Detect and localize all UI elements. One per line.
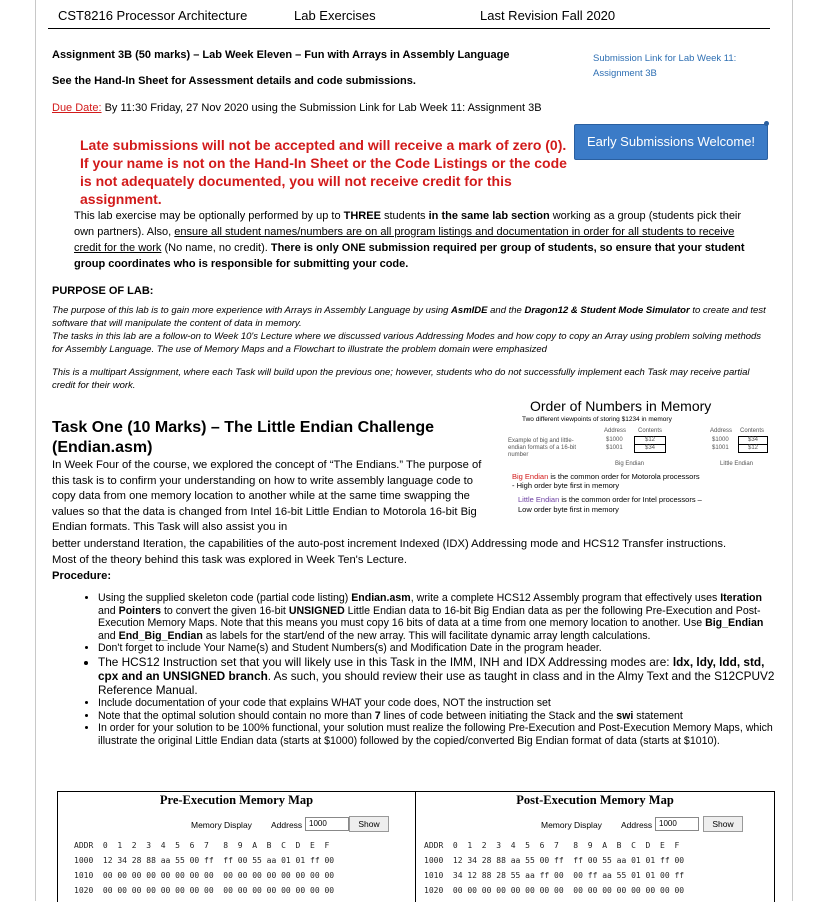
bullet-text: as labels for the start/end of the new array. This will facilitate dynamic array length calculations. <box>202 629 651 642</box>
big-cell-1: $12 <box>634 436 666 445</box>
submission-link-line2[interactable]: Assignment 3B <box>593 68 657 79</box>
due-date-label: Due Date: <box>52 102 102 114</box>
big-endian-note-text2: - High order byte first in memory <box>512 481 620 490</box>
bullet-text: The HCS12 Instruction set that you will likely use in this Task in the IMM, INH and IDX Addressing modes are: <box>98 654 673 669</box>
due-date-text: By 11:30 Friday, 27 Nov 2020 using the Submission Link for Lab Week 11: Assignment 3B <box>101 102 542 114</box>
pre-address-label: Address <box>271 820 303 830</box>
purpose-text-run: to create and test software that will manipulate the content of data in memory. <box>52 305 766 329</box>
due-date <box>52 102 542 114</box>
post-show-button[interactable]: Show <box>703 816 743 832</box>
post-address-label: Address <box>621 820 653 830</box>
bullet-bold: ldx, ldy, ldd, std, cpx <box>98 654 765 683</box>
handin-note: See the Hand-In Sheet for Assessment details and code submissions. <box>52 75 416 87</box>
purpose-heading: PURPOSE OF LAB: <box>52 285 154 297</box>
purpose-text-run: The purpose of this lab is to gain more experience with Arrays in Assembly Language by using <box>52 305 452 316</box>
bullet-text: lines of code between initiating the Stack and the <box>380 709 617 722</box>
little-endian-note <box>518 495 778 515</box>
bullet-text: Little Endian data to 16-bit Big Endian data as per the following Pre-Execution and Post-Execution Memory Maps. Note that this means you must copy 16 bits of data at a time from one memory location to another. Use <box>98 604 761 630</box>
bullet-bold: an UNSIGNED branch <box>145 668 268 683</box>
course-name: CST8216 Processor Architecture <box>58 8 248 23</box>
page-edge-right <box>792 0 793 901</box>
intro-paragraph <box>74 208 754 272</box>
intro-bold-section: in the same lab section <box>428 210 550 222</box>
little-cont-header: Contents <box>740 428 765 434</box>
list-item <box>98 592 778 642</box>
big-endian-caption: Big Endian <box>615 461 645 467</box>
intro-text: This lab exercise may be optionally performed by up to <box>74 210 344 222</box>
pre-map-title: Pre-Execution Memory Map <box>159 793 314 807</box>
list-item: • In order for your solution to be 100% functional, your solution must realize the following Pre-Execution and Post-Execution Memory Maps, which illustrate the original Little Endian data (starts at $1000) followed by the copied/converted Big Endian format of data (starts at $1010). <box>98 722 778 747</box>
little-cell-2: $12 <box>738 444 768 453</box>
little-endian-note-text2: Low order byte first in memory <box>518 505 619 514</box>
section-name: Lab Exercises <box>294 8 376 23</box>
list-item: • Include documentation of your code that explains WHAT your code does, NOT the instruction set <box>98 697 778 710</box>
pre-memory-display-label: Memory Display <box>191 820 252 830</box>
task-title-line2: (Endian.asm) <box>52 439 153 456</box>
task-body-wide: better understand Iteration, the capabilities of the auto-post increment Indexed (IDX) Addressing mode and HCS12 Transfer instructions. Most of the theory behind this task was explored in Week Ten's Lecture. <box>52 538 727 566</box>
little-endian-caption: Little Endian <box>720 461 754 467</box>
late-warning-line3: is not adequately documented, you will not receive credit for this assignment. <box>80 173 512 207</box>
task-title <box>52 418 452 458</box>
bullet-bold: Endian.asm <box>351 592 411 604</box>
bullet-text: . As such, you should review their use as taught in class and in the Almy Text and the S12CPUV2 Reference Manual. <box>98 668 775 697</box>
big-endian-note-text: is the common order for Motorola processors <box>548 472 700 481</box>
table-divider <box>415 792 416 902</box>
bullet-text: to convert the given 16-bit <box>161 604 289 617</box>
intro-bold-three: THREE <box>343 210 381 222</box>
big-endian-note <box>512 472 772 490</box>
big-cell-2: $34 <box>634 444 666 453</box>
little-cell-1: $34 <box>738 436 768 445</box>
post-address-input[interactable]: 1000 <box>655 817 699 831</box>
table-row: 1020 00 00 00 00 00 00 00 00 00 00 00 00 00 00 00 00 <box>74 886 335 895</box>
big-addr-2: $1001 <box>606 445 623 451</box>
bullet-text: and <box>98 604 119 617</box>
pre-address-input[interactable]: 1000 <box>305 817 349 831</box>
purpose-asmide: AsmIDE <box>451 305 488 316</box>
page-edge-left <box>35 0 36 901</box>
intro-text: students <box>380 210 429 222</box>
task-title-line1: Task One (10 Marks) – The Little Endian Challenge <box>52 419 435 436</box>
procedure-heading: Procedure: <box>52 570 112 582</box>
bullet-bold: 7 <box>374 709 381 722</box>
little-addr-1: $1000 <box>712 437 729 443</box>
intro-text: (No name, no credit). <box>161 242 271 254</box>
purpose-text <box>52 304 772 392</box>
purpose-simulator: Dragon12 & Student Mode Simulator <box>524 305 690 316</box>
list-item <box>98 655 778 697</box>
pre-map-header-row: ADDR 0 1 2 3 4 5 6 7 8 9 A B C D E F <box>74 841 330 850</box>
little-endian-note-text: is the common order for Intel processors – <box>559 495 702 504</box>
assignment-title: Assignment 3B (50 marks) – Lab Week Eleven – Fun with Arrays in Assembly Language <box>52 49 510 61</box>
submission-link-line1[interactable]: Submission Link for Lab Week 11: <box>593 53 737 64</box>
late-warning-line1: Late submissions will not be accepted and will receive a mark of zero (0). <box>80 137 567 153</box>
table-row: 1000 12 34 28 88 aa 55 00 ff ff 00 55 aa 01 01 ff 00 <box>424 856 685 865</box>
table-row: 1020 00 00 00 00 00 00 00 00 00 00 00 00 00 00 00 00 <box>424 886 685 895</box>
big-addr-header: Address <box>604 428 627 434</box>
late-warning <box>80 136 580 208</box>
bullet-bold: End_Big_Endian <box>118 629 203 642</box>
list-item <box>98 710 778 723</box>
big-addr-1: $1000 <box>606 437 623 443</box>
page-header <box>48 0 770 29</box>
memory-maps-table <box>57 791 775 902</box>
bullet-bold: and <box>118 668 146 683</box>
intro-bold-submission: There is only ONE submission required per group of students, so ensure that your student group coordinates who is responsible for submitting your code. <box>74 242 745 270</box>
pre-show-button[interactable]: Show <box>349 816 389 832</box>
intro-text: working as a group (students pick their own partners). Also, <box>74 210 742 238</box>
bullet-bold: swi <box>616 709 634 722</box>
table-row: 1000 12 34 28 88 aa 55 00 ff ff 00 55 aa 01 01 ff 00 <box>74 856 335 865</box>
post-map-title: Post-Execution Memory Map <box>516 793 674 807</box>
bullet-text: Using the supplied skeleton code (partial code listing) <box>98 592 352 604</box>
procedure-list <box>80 592 778 747</box>
bullet-text: and <box>98 629 119 642</box>
table-row: 1010 00 00 00 00 00 00 00 00 00 00 00 00 00 00 00 00 <box>74 871 335 880</box>
bullet-bold: Iteration <box>720 592 762 604</box>
bullet-text: , write a complete HCS12 Assembly program that effectively uses <box>410 592 721 604</box>
figure-example-note: Example of big and little-endian formats of a 16-bit number <box>508 438 577 458</box>
late-warning-line2: If your name is not on the Hand-In Sheet or the Code Listings or the code <box>80 155 567 171</box>
bullet-text: Note that the optimal solution should contain no more than <box>98 709 375 722</box>
purpose-text-run: and the <box>487 305 525 316</box>
little-endian-highlight: Little Endian <box>518 495 560 504</box>
bullet-bold: Pointers <box>118 604 162 617</box>
revision-date: Last Revision Fall 2020 <box>480 8 616 23</box>
post-memory-display-label: Memory Display <box>541 820 602 830</box>
submission-link[interactable] <box>593 51 763 81</box>
little-addr-2: $1001 <box>712 445 729 451</box>
post-map-header-row: ADDR 0 1 2 3 4 5 6 7 8 9 A B C D E F <box>424 841 680 850</box>
list-item: • Don't forget to include Your Name(s) and Student Numbers(s) and Modification Date in the program header. <box>98 642 778 655</box>
table-row: 1010 34 12 88 28 55 aa ff 00 00 ff aa 55 01 01 00 ff <box>424 871 685 880</box>
little-addr-header: Address <box>710 428 733 434</box>
figure-subtitle: Two different viewpoints of storing $1234 in memory <box>522 416 672 423</box>
purpose-line1 <box>52 304 772 330</box>
bullet-text: statement <box>633 709 683 722</box>
big-endian-highlight: Big Endian <box>512 472 549 481</box>
figure-title: Order of Numbers in Memory <box>530 398 712 414</box>
bullet-bold: Big_Endian <box>705 617 764 630</box>
purpose-line3: This is a multipart Assignment, where each Task will build upon the previous one; however, students who do not successfully implement each Task may receive partial credit for their work. <box>52 367 750 391</box>
big-cont-header: Contents <box>638 428 663 434</box>
early-submissions-banner: Early Submissions Welcome! <box>574 124 768 160</box>
task-body-narrow: In Week Four of the course, we explored the concept of “The Endians.” The purpose of this task is to confirm your understanding on how to write assembly language code to copy data from one memory location to another while at the same time swapping the values so that the data is changed from Intel 16-bit Little Endian to Motorola 16-bit Big Endian formats. This Task will also assist you in <box>52 459 482 533</box>
purpose-line2: The tasks in this lab are a follow-on to Week 10's Lecture where we discussed various Addressing Modes and how copy to copy an Array using problem solving methods for Assembly Language. The use of Memory Maps and a Flowchart to illustrate the problem domain were emphasized <box>52 331 762 355</box>
bullet-bold: UNSIGNED <box>288 604 345 617</box>
intro-underlined: ensure all student names/numbers are on all program listings and documentation in order for all students to receive credit for the work <box>74 226 735 254</box>
